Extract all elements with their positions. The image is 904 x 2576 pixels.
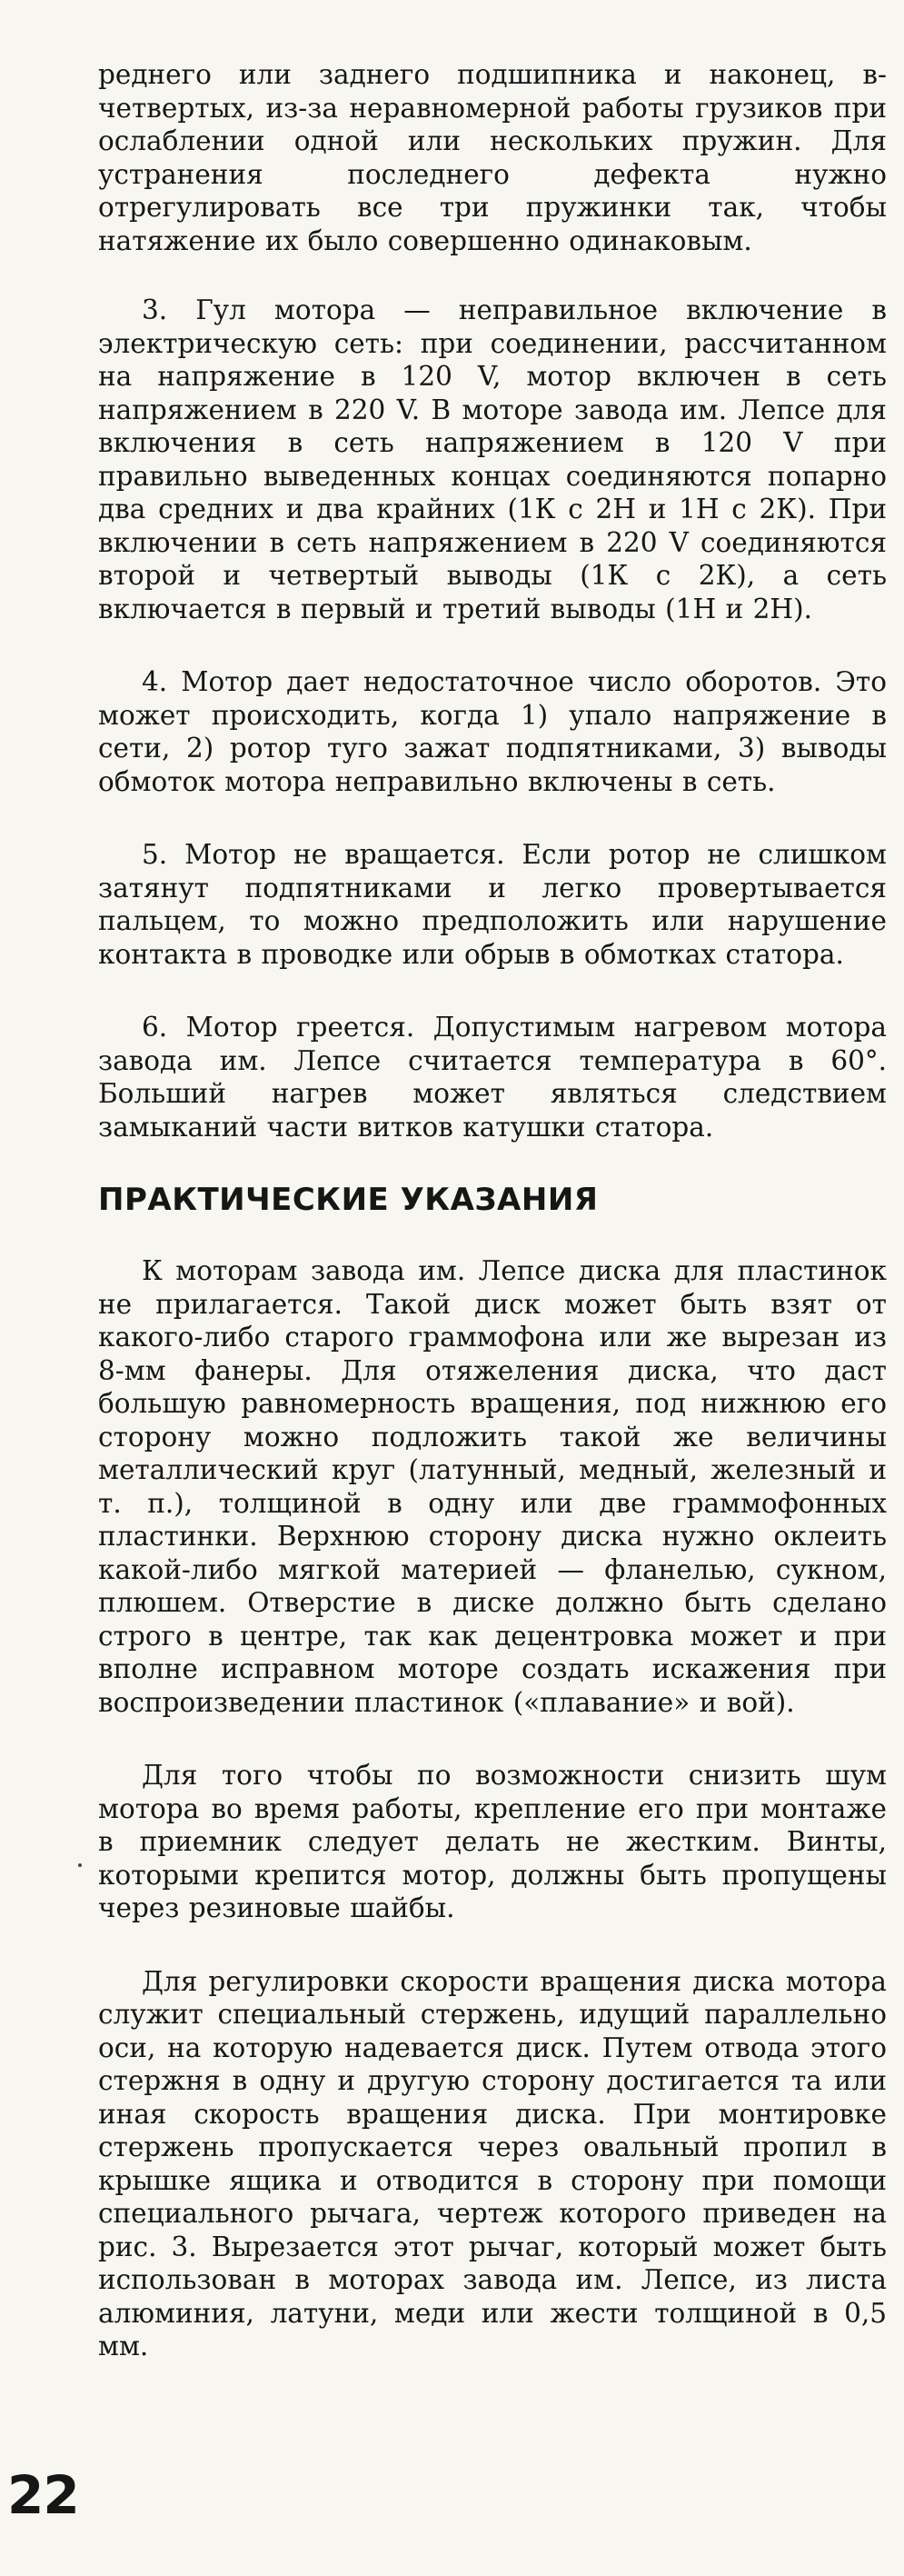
paragraph-continuation: реднего или заднего подшипника и наконец, в-четвертых, из-за неравномерной работы грузиков при ослаблении одной или нескольких пружин. Для устранения последнего дефекта нужно отрегулировать все три пружинки так, чтобы натяжение их было совершенно одинаковым. — [98, 59, 887, 256]
paragraph-noise-reduction: Для того чтобы по возможности снизить шум мотора во время работы, крепление его при монтаже в приемник следует делать не жестким. Винты, которыми крепится мотор, должны быть пропущены через резиновые шайбы. — [98, 1760, 887, 1923]
paragraph-item-4-low-speed: 4. Мотор дает недостаточное число оборотов. Это может происходить, когда 1) упало напряжение в сети, 2) ротор туго зажат подпятниками, 3) выводы обмоток мотора неправильно включены в сеть. — [98, 666, 887, 797]
paragraph-item-3-motor-hum: 3. Гул мотора — неправильное включение в электрическую сеть: при соединении, рассчитанном на напряжение в 120 V, мотор включен в сеть напряжением в 220 V. В моторе завода им. Лепсе для включения в сеть напряжением в 120 V при правильно выведенных концах соединяются попарно два средних и два крайних (1К с 2Н и 1Н с 2К). При включении в сеть напряжением в 220 V соединяются второй и четвертый выводы (1К с 2К), а сеть включается в первый и третий выводы (1Н и 2Н). — [98, 295, 887, 624]
paragraph-speed-regulation: Для регулировки скорости вращения диска мотора служит специальный стержень, идущий параллельно оси, на которую надевается диск. Путем отвода этого стержня в одну и другую сторону достигается та или иная скорость вращения диска. При монтировке стержень пропускается через овальный пропил в крышке ящика и отводится в сторону при помощи специального рычага, чертеж которого приведен на рис. 3. Вырезается этот рычаг, который может быть использован в моторах завода им. Лепсе, из листа алюминия, латуни, меди или жести толщиной в 0,5 мм. — [98, 1965, 887, 2361]
page-body — [98, 58, 887, 2363]
paragraph-turntable-disk: К моторам завода им. Лепсе диска для пластинок не прилагается. Такой диск может быть взят от какого-либо старого граммофона или же вырезан из 8-мм фанеры. Для отяжеления диска, что даст большую равномерность вращения, под нижнюю его сторону можно подложить такой же величины металлический круг (латунный, медный, железный и т. п.), толщиной в одну или две граммофонных пластинки. Верхнюю сторону диска нужно оклеить какой-либо мягкой материей — фланелью, сукном, плюшем. Отверстие в диске должно быть сделано строго в центре, так как децентровка может и при вполне исправном моторе создать искажения при воспроизведении пластинок («плавание» и вой). — [98, 1255, 887, 1718]
paragraph-item-6-overheating: 6. Мотор греется. Допустимым нагревом мотора завода им. Лепсе считается температура в 60°. Больший нагрев может являться следствием замыканий части витков катушки статора. — [98, 1012, 887, 1143]
paragraph-item-5-not-rotating: 5. Мотор не вращается. Если ротор не слишком затянут подпятниками и легко провертывается пальцем, то можно предположить или нарушение контакта в проводке или обрыв в обмотках статора. — [98, 839, 887, 970]
page-number: 22 — [7, 2464, 79, 2526]
print-speck — [78, 1863, 82, 1867]
section-heading: ПРАКТИЧЕСКИЕ УКАЗАНИЯ — [98, 1182, 599, 1218]
